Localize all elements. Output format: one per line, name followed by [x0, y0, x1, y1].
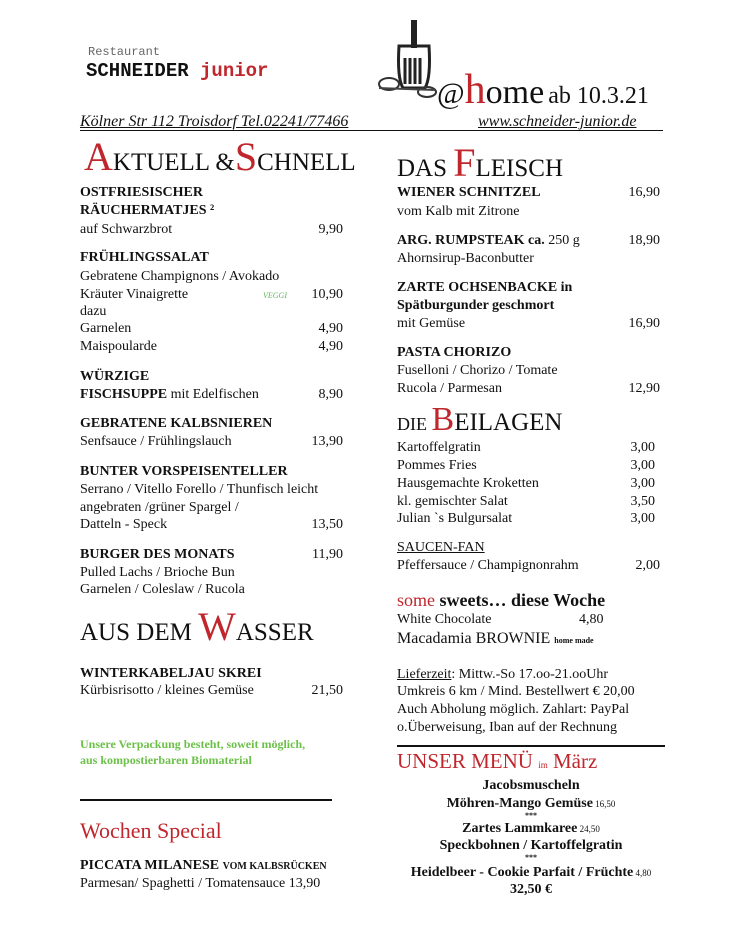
dish-desc: Garnelen — [80, 321, 132, 336]
side-name: Kartoffelgratin — [397, 440, 481, 455]
dish-row — [80, 857, 343, 875]
side-row — [397, 457, 655, 474]
dish-title: FRÜHLINGSSALAT — [80, 250, 209, 265]
dish-title: OSTFRIESISCHER — [80, 185, 203, 200]
heading-aus-dem-wasser — [80, 604, 314, 649]
website: www.schneider-junior.de — [478, 113, 637, 130]
menu-heading — [397, 749, 597, 774]
home-made-note: home made — [554, 636, 594, 645]
heading-text: & — [215, 149, 235, 176]
dish-title: FISCHSUPPE — [80, 387, 168, 402]
dish-row — [80, 516, 343, 533]
separator: *** — [525, 853, 537, 862]
initial: A — [84, 134, 113, 179]
price: 3,00 — [630, 511, 655, 526]
price: 11,90 — [312, 547, 343, 562]
heading-text: KTUELL — [112, 149, 216, 176]
dish-title: RÄUCHERMATJES ² — [80, 203, 215, 218]
heading-text: LEISCH — [475, 155, 564, 182]
price: 16,90 — [628, 316, 660, 331]
dish-desc: Parmesan/ Spaghetti / Tomatensauce 13,90 — [80, 876, 321, 891]
dish-title: ZARTE OCHSENBACKE in — [397, 280, 573, 295]
dish-desc: dazu — [80, 304, 107, 319]
dish-desc: Gebratene Champignons / Avokado — [80, 269, 280, 284]
divider — [80, 799, 332, 801]
price: 18,90 — [628, 233, 660, 248]
divider — [397, 745, 665, 747]
heading-das-fleisch — [397, 140, 564, 185]
dish-row — [397, 630, 660, 649]
delivery-info: Auch Abholung möglich. Zahlart: PayPal — [397, 702, 630, 717]
veggi-badge: VEGGI — [263, 291, 287, 300]
side-name: kl. gemischter Salat — [397, 494, 508, 509]
price: 9,90 — [318, 222, 343, 237]
dish-title: Spätburgunder geschmort — [397, 298, 555, 313]
price: 24,50 — [577, 824, 600, 834]
dish-desc: Garnelen / Coleslaw / Rucola — [80, 582, 245, 597]
dish-title: ARG. RUMPSTEAK ca. — [397, 233, 545, 248]
price: 3,00 — [630, 440, 655, 455]
dish-row — [80, 338, 343, 355]
header-rule — [80, 130, 663, 131]
dish-desc: Maispoularde — [80, 339, 157, 354]
dish-title: WIENER SCHNITZEL — [397, 185, 541, 200]
dish-title: BURGER DES MONATS — [80, 547, 235, 562]
heading-small: im — [538, 760, 548, 770]
dish-desc: Pfeffersauce / Champignonrahm — [397, 558, 579, 573]
dish-desc: White Chocolate — [397, 612, 492, 627]
address: Kölner Str 112 Troisdorf Tel.02241/77466 — [80, 113, 349, 130]
price: 10,90 — [311, 287, 343, 302]
separator: *** — [525, 811, 537, 820]
dish-row — [80, 286, 343, 303]
saucen-heading: SAUCEN-FAN — [397, 540, 485, 555]
menu-course-desc: Heidelbeer - Cookie Parfait / Früchte — [410, 865, 634, 880]
dish-desc: Pulled Lachs / Brioche Bun — [80, 565, 235, 580]
price: 13,50 — [311, 517, 343, 532]
price: 3,00 — [630, 458, 655, 473]
packaging-note: Unsere Verpackung besteht, soweit möglich, — [80, 737, 306, 751]
dish-desc: Rucola / Parmesan — [397, 381, 502, 396]
initial: W — [198, 604, 236, 649]
side-row — [397, 510, 655, 527]
sweets-title: sweets… diese Woche — [435, 590, 606, 610]
initial: S — [234, 134, 258, 179]
price: 4,90 — [318, 339, 343, 354]
delivery-time: : Mittw.-So 17.oo-21.ooUhr — [451, 667, 608, 682]
price: 21,50 — [311, 683, 343, 698]
dish-desc: mit Gemüse — [397, 316, 466, 331]
heading-text: DIE — [397, 414, 432, 434]
dish-row — [397, 557, 660, 574]
menu-course: Speckbohnen / Kartoffelgratin — [439, 838, 623, 853]
dish-desc: angebraten /grüner Spargel / — [80, 500, 239, 515]
at-sign: @ — [437, 77, 465, 110]
dish-row — [80, 682, 343, 699]
dish-row — [397, 611, 660, 628]
delivery-info: o.Überweisung, Iban auf der Rechnung — [397, 720, 618, 735]
dish-desc: vom Kalb mit Zitrone — [397, 204, 520, 219]
dish-desc: Macadamia BROWNIE — [397, 630, 551, 647]
menu-course — [397, 820, 665, 838]
price: 16,90 — [628, 185, 660, 200]
dish-desc: Datteln - Speck — [80, 517, 168, 532]
dish-title: WÜRZIGE — [80, 369, 150, 384]
delivery-info: Umkreis 6 km / Mind. Bestellwert € 20,00 — [397, 684, 635, 699]
side-row — [397, 475, 655, 492]
side-row — [397, 439, 655, 456]
dish-desc: Fusellonі / Chorizo / Tomate — [397, 363, 558, 378]
dish-row — [397, 184, 660, 201]
dish-row — [80, 546, 343, 563]
dish-desc: auf Schwarzbrot — [80, 222, 173, 237]
dish-title: PASTA CHORIZO — [397, 345, 512, 360]
heading-aktuell-schnell — [84, 134, 356, 179]
price: 16,50 — [592, 799, 616, 809]
price: 12,90 — [628, 381, 660, 396]
price: 3,00 — [630, 476, 655, 491]
restaurant-label: Restaurant — [88, 45, 161, 59]
heading-text: ASSER — [235, 619, 314, 646]
home-h: h — [464, 67, 486, 113]
dish-desc: Kürbisrisotto / kleines Gemüse — [80, 683, 254, 698]
side-name: Julian `s Bulgursalat — [397, 511, 513, 526]
dish-desc: Senfsauce / Frühlingslauch — [80, 434, 232, 449]
dish-row — [80, 320, 343, 337]
dish-desc: Kräuter Vinaigrette — [80, 287, 189, 302]
at-home-title — [437, 66, 649, 114]
heading-text: März — [547, 749, 598, 773]
sweets-some: some — [397, 590, 435, 610]
dish-row — [397, 380, 660, 397]
heading-text: AUS DEM — [80, 619, 199, 646]
restaurant-name — [86, 60, 268, 82]
dish-title: PICCATA MILANESE — [80, 858, 220, 873]
dish-desc: mit Edelfischen — [167, 387, 259, 402]
name-main: SCHNEIDER — [86, 60, 189, 82]
dish-row — [397, 232, 660, 249]
price: 4,80 — [579, 612, 604, 627]
heading-text: EILAGEN — [454, 409, 563, 436]
side-name: Pommes Fries — [397, 458, 477, 473]
dish-row — [80, 221, 343, 238]
home-rest: ome — [485, 74, 545, 111]
menu-total: 32,50 € — [510, 882, 552, 897]
dish-row — [80, 386, 343, 403]
dish-title: BUNTER VORSPEISENTELLER — [80, 464, 288, 479]
price: 13,90 — [311, 434, 343, 449]
packaging-note: aus kompostierbaren Biomaterial — [80, 753, 252, 767]
name-accent: junior — [200, 60, 269, 82]
side-name: Hausgemachte Kroketten — [397, 476, 539, 491]
side-row — [397, 493, 655, 510]
wochen-special-heading: Wochen Special — [80, 818, 222, 843]
sweets-heading — [397, 590, 605, 611]
delivery-info — [397, 666, 660, 683]
start-date: ab 10.3.21 — [548, 83, 649, 109]
menu-course-desc: Zartes Lammkaree — [462, 821, 578, 836]
menu-course-desc: Möhren-Mango Gemüse — [446, 796, 593, 811]
heading-text: DAS — [397, 155, 454, 182]
price: 4,80 — [633, 868, 652, 878]
dish-weight: 250 g — [544, 233, 580, 248]
dish-title: WINTERKABELJAU SKREI — [80, 666, 262, 681]
heading-text: UNSER MENÜ — [397, 749, 539, 773]
initial: B — [431, 401, 455, 438]
price: 4,90 — [318, 321, 343, 336]
dish-title: GEBRATENE KALBSNIEREN — [80, 416, 273, 431]
dish-desc: Ahornsirup-Baconbutter — [397, 251, 534, 266]
delivery-label: Lieferzeit — [397, 667, 452, 682]
menu-course — [397, 864, 665, 882]
dish-title-small: VOM KALBSRÜCKEN — [222, 861, 327, 872]
price: 2,00 — [635, 558, 660, 573]
initial: F — [453, 140, 476, 185]
dish-desc: Serrano / Vitello Forello / Thunfisch leicht — [80, 482, 319, 497]
price: 3,50 — [630, 494, 655, 509]
dish-row — [397, 315, 660, 332]
menu-course: Jacobsmuscheln — [482, 778, 580, 793]
heading-die-beilagen — [397, 401, 563, 439]
fork-icon — [375, 18, 437, 103]
heading-text: CHNELL — [257, 149, 356, 176]
price: 8,90 — [318, 387, 343, 402]
dish-row — [80, 433, 343, 450]
